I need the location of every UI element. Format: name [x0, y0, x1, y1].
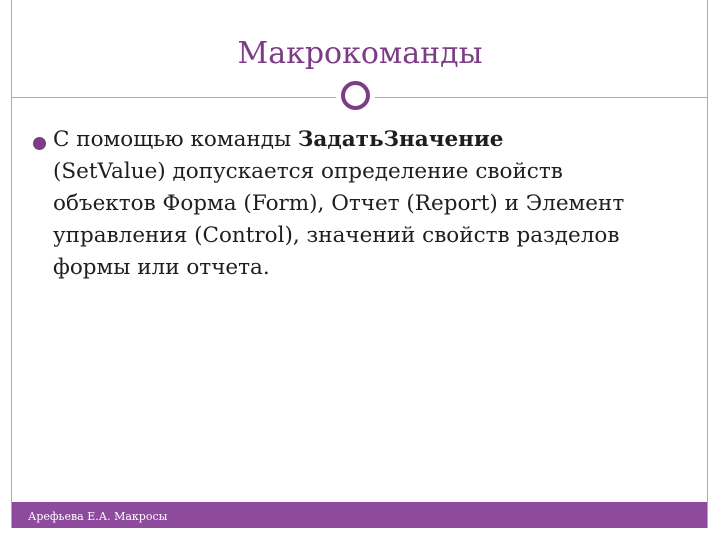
bullet-text: [53, 124, 703, 284]
footer-text: Арефьева Е.А. Макросы: [28, 510, 168, 523]
bullet-line-1-prefix: С помощью команды: [53, 127, 298, 152]
bullet-dot-icon: [33, 137, 46, 150]
bullet-line-4: управления (Control), значений свойств разделов: [53, 223, 620, 248]
circle-ornament-icon: [341, 81, 370, 110]
slide-title: Макрокоманды: [237, 36, 483, 71]
bullet-line-3: объектов Форма (Form), Отчет (Report) и Элемент: [53, 191, 625, 216]
bullet-line-1: [53, 124, 703, 156]
bullet-line-5: формы или отчета.: [53, 255, 270, 280]
command-name: ЗадатьЗначение: [297, 127, 504, 152]
bullet-line-2: (SetValue) допускается определение свойств: [53, 159, 563, 184]
footer-bar: [12, 502, 707, 528]
